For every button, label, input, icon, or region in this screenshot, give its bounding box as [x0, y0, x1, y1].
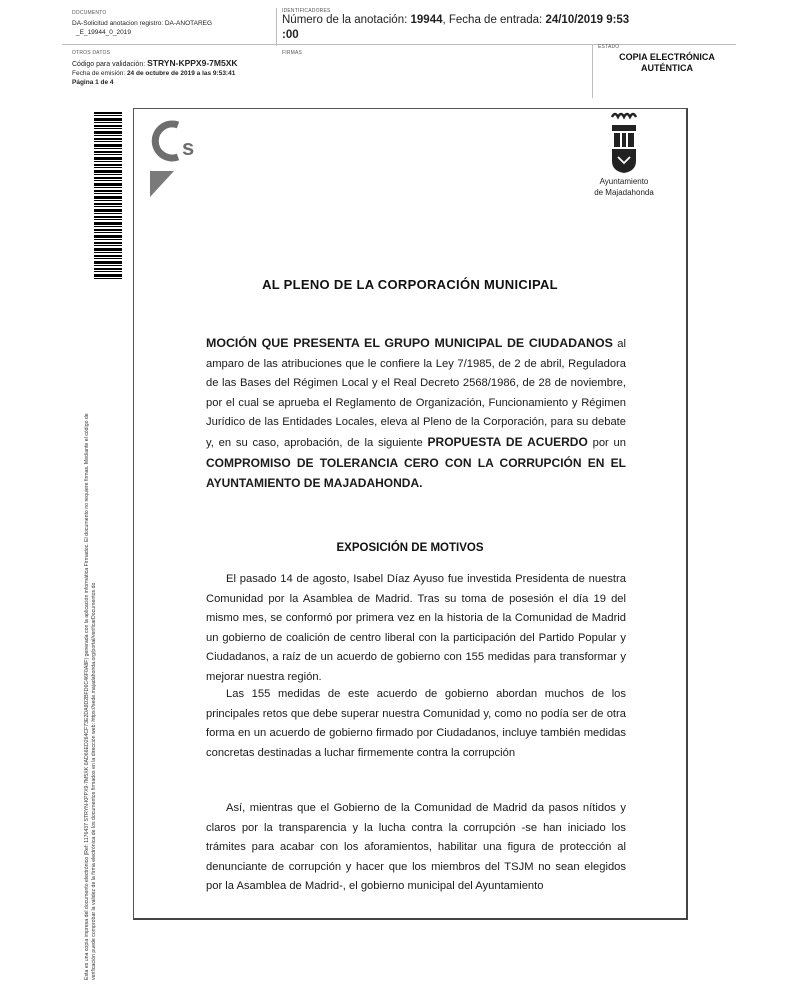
- emision-label: Fecha de emisión:: [72, 70, 126, 77]
- notice-line-2: verificación puede comprobar la validez de la firma electrónica de los documentos firmados en la dirección web: https://sede.majadahonda.org/portal/verificarDocumentos.do: [90, 582, 97, 980]
- ayto-line-2: de Majadahonda: [594, 188, 654, 197]
- codigo-label: Código para validación:: [72, 61, 146, 68]
- otros-datos-caption: OTROS DATOS: [72, 50, 111, 56]
- estado-value: [602, 52, 732, 74]
- notice-line-1: Esta es una copia impresa del documento electrónico (Ref: 1176437 STRYN-KPPX9-7M5XK 0AD66ED264CF73E2DA9D2BFD6C46F0A8F) generada con la aplicación informática Firmadoc. El documento no requiere firmas. Mediante el código de: [84, 413, 90, 980]
- documento-line-1: DA-Solicitud anotacion registro: DA-ANOTAREG: [72, 20, 213, 27]
- documento-line-2: _E_19944_0_2019: [76, 29, 131, 36]
- fecha-tail: :00: [282, 29, 299, 41]
- paragraph-3: Así, mientras que el Gobierno de la Comunidad de Madrid da pasos nítidos y claros por la transparencia y la lucha contra la corrupción -se han iniciado los trámites para acabar con los aforamientos, habilitar una figura de protección al denunciante de corrupción y hacer que los miembros del TSJM no sean elegidos por la Asamblea de Madrid-, el gobierno municipal del Ayuntamiento: [206, 802, 626, 893]
- coat-of-arms-icon: [604, 109, 644, 175]
- mocion-lead: MOCIÓN QUE PRESENTA EL GRUPO MUNICIPAL DE CIUDADANOS: [206, 336, 613, 350]
- fecha-entrada: 24/10/2019 9:53: [545, 14, 630, 26]
- paragraph-2: Las 155 medidas de este acuerdo de gobierno abordan muchos de los principales retos que debe superar nuestra Comunidad y, como no podía ser de otra forma en un acuerdo de gobierno firmado por Ciudadanos, incluye también medidas concretas destinadas a luchar firmemente contra la corrupción: [206, 688, 626, 759]
- anotacion-label: Número de la anotación:: [282, 14, 408, 26]
- svg-text:s: s: [182, 135, 195, 160]
- document-metadata-header: [62, 4, 742, 100]
- document-page: [133, 108, 688, 920]
- codigo-value: STRYN-KPPX9-7M5XK: [147, 58, 238, 68]
- fecha-emision: [72, 70, 235, 78]
- identificadores-caption: IDENTIFICADORES: [282, 8, 331, 14]
- emision-value: 24 de octubre de 2019 a las 9:53:41: [126, 70, 236, 77]
- estado-caption: ESTADO: [598, 44, 620, 50]
- document-title: AL PLENO DE LA CORPORACIÓN MUNICIPAL: [262, 277, 558, 292]
- barcode: [94, 112, 122, 280]
- propuesta-acuerdo: PROPUESTA DE ACUERDO: [427, 434, 588, 449]
- pagina-indicator: Página 1 de 4: [72, 79, 114, 86]
- mocion-por: por un: [587, 436, 626, 449]
- mocion-text: al amparo de las atribuciones que le confiere la Ley 7/1985, de 2 de abril, Reguladora de las Bases del Régimen Local y el Real Decreto 2568/1986, de 28 de noviembre, por el cual se aprueba el Reglamento de Organización, Funcionamiento y Régimen Jurídico de las Entidades Locales, eleva al Pleno de la Corporación, para su debate y, en su caso, aprobación, de la siguiente: [206, 338, 626, 449]
- estado-line-2: AUTÉNTICA: [641, 63, 693, 73]
- codigo-validacion: [72, 59, 238, 69]
- vertical-verification-notice: [84, 280, 97, 980]
- firmas-caption: FIRMAS: [282, 50, 303, 56]
- ayuntamiento-logo: [564, 109, 684, 197]
- section-title: EXPOSICIÓN DE MOTIVOS: [336, 542, 484, 554]
- mocion-paragraph: [206, 334, 626, 495]
- documento-caption: DOCUMENTO: [72, 10, 107, 16]
- anotacion-line: [282, 13, 702, 43]
- ciudadanos-logo: [148, 117, 218, 197]
- fecha-label: , Fecha de entrada:: [442, 14, 543, 26]
- paragraph-1: El pasado 14 de agosto, Isabel Díaz Ayuso fue investida Presidenta de nuestra Comunidad por la Asamblea de Madrid. Tras su toma de posesión el día 19 del mismo mes, se conformó por primera vez en la historia de la Comunidad de Madrid un gobierno de coalición de centro liberal con la participación del Partido Popular y Ciudadanos, a raíz de un acuerdo de gobierno con 155 medidas para transformar y mejorar nuestra región.: [206, 573, 626, 683]
- estado-line-1: COPIA ELECTRÓNICA: [619, 52, 715, 62]
- ayto-line-1: Ayuntamiento: [599, 177, 649, 186]
- anotacion-number: 19944: [410, 14, 443, 26]
- compromiso-title: COMPROMISO DE TOLERANCIA CERO CON LA CORRUPCIÓN EN EL AYUNTAMIENTO DE MAJADAHONDA.: [206, 455, 626, 491]
